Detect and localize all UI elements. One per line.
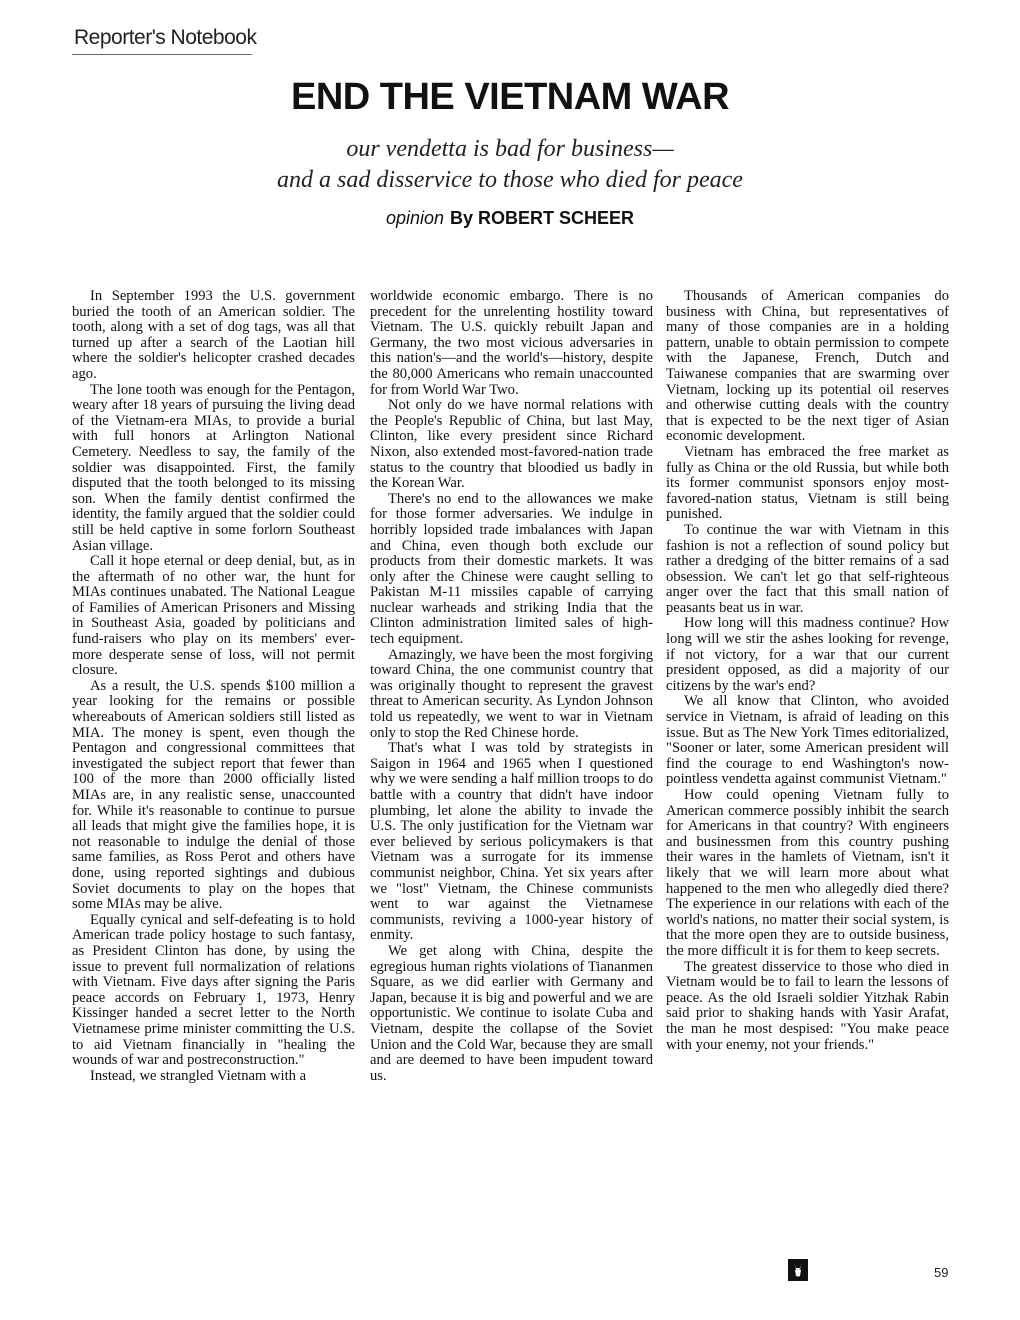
paragraph: Not only do we have normal relations with the People's Republic of China, but last May, Clinton, like every president since Richard Nixon, also extended most-favored-nation trade status to the country that bloodied us badly in the Korean War. xyxy=(370,397,653,492)
article-body xyxy=(72,289,952,1279)
paragraph: Call it hope eternal or deep denial, but, as in the aftermath of no other war, the hunt for MIAs continues unabated. The National League of Families of American Prisoners and Missing in Southeast Asia, goaded by politicians and fund-raisers who play on its members' ever-more desperate sense of loss, will not permit closure. xyxy=(72,553,355,679)
paragraph: How long will this madness continue? How long will we stir the ashes looking for revenge, if not victory, for a war that our current president opposed, as did a majority of our citizens by the war's end? xyxy=(666,615,949,694)
section-label: Reporter's Notebook xyxy=(74,26,257,49)
dek-line-1: our vendetta is bad for business— xyxy=(346,136,674,162)
byline-opinion: opinion xyxy=(385,208,445,228)
paragraph: There's no end to the allowances we make for those former adversaries. We indulge in horribly lopsided trade imbalances with Japan and China, even though both exclude our products from their domestic markets. It was only after the Chinese were caught selling to Pakistan M-11 missiles capable of carrying nuclear warheads and striking India that the Clinton administration limited sales of high-tech equipment. xyxy=(370,490,653,648)
headline: END THE VIETNAM WAR xyxy=(290,76,730,118)
byline-author: By ROBERT SCHEER xyxy=(450,208,635,228)
paragraph: Instead, we strangled Vietnam with a xyxy=(90,1067,307,1084)
paragraph: In September 1993 the U.S. government buried the tooth of an American soldier. The tooth, along with a set of dog tags, was all that turned up after a search of the Laotian hill where the soldier's helicopter crashed decades ago. xyxy=(72,288,355,382)
column-3 xyxy=(666,289,949,1053)
section-rule xyxy=(72,54,252,55)
paragraph: We get along with China, despite the egregious human rights violations of Tiananmen Square, as we did earlier with Germany and Japan, because it is big and powerful and we are opportunistic. We continue to isolate Cuba and Vietnam, despite the collapse of the Soviet Union and the Cold War, because they are small and are deemed to have been impudent toward us. xyxy=(370,942,653,1084)
column-1 xyxy=(72,289,355,1084)
paragraph: To continue the war with Vietnam in this fashion is not a reflection of sound policy but rather a dredging of the bitter remains of a sad obsession. We can't let go that self-righteous anger over the fact that this small nation of peasants beat us in war. xyxy=(666,521,949,616)
paragraph: The greatest disservice to those who died in Vietnam would be to fail to learn the lessons of peace. As the old Israeli soldier Yitzhak Rabin said prior to shaking hands with Yasir Arafat, the man he most despised: "You make peace with your enemy, not your friends." xyxy=(666,958,949,1053)
byline xyxy=(0,208,1020,229)
page-number: 59 xyxy=(934,1265,949,1280)
dek xyxy=(0,134,1020,196)
rabbit-head-end-mark-icon xyxy=(788,1259,808,1281)
paragraph: Equally cynical and self-defeating is to hold American trade policy hostage to such fantasy, as President Clinton has done, by using the issue to prevent full normalization of relations with Vietnam. Five days after signing the Paris peace accords on February 1, 1973, Henry Kissinger handed a secret letter to the North Vietnamese prime minister committing the U.S. to aid Vietnam financially in "healing the wounds of war and postreconstruction." xyxy=(72,911,355,1069)
paragraph: That's what I was told by strategists in Saigon in 1964 and 1965 when I questioned why we were sending a half million troops to do battle with a country that didn't have indoor plumbing, let alone the ability to invade the U.S. The only justification for the Vietnam war ever believed by serious policymakers is that Vietnam was a surrogate for its immense communist neighbor, China. Yet six years after we "lost" Vietnam, the Chinese communists went to war against the Vietnamese communists, reviving a 1000-year history of enmity. xyxy=(370,740,653,944)
paragraph: How could opening Vietnam fully to American commerce possibly inhibit the search for Americans in that country? With engineers and businessmen from this country pushing their wares in the hamlets of Vietnam, isn't it likely that we will learn more about what happened to the men who allegedly died there? The experience in our relations with each of the world's nations, no matter their social system, is that the more open they are to outside business, the more difficult it is for them to keep secrets. xyxy=(666,787,949,959)
paragraph: Thousands of American companies do business with China, but representatives of many of those companies are in a holding pattern, unable to obtain permission to compete with the Japanese, French, Dutch and Taiwanese companies that are swarming over Vietnam, locking up its potential oil reserves and otherwise cutting deals with the country that is expected to be the next tiger of Asian economic development. xyxy=(666,288,949,445)
column-2 xyxy=(370,289,653,1084)
paragraph: Vietnam has embraced the free market as fully as China or the old Russia, but while both its former communist sponsors enjoy most-favored-nation status, Vietnam is still being punished. xyxy=(666,443,949,523)
dek-line-2: and a sad disservice to those who died for peace xyxy=(277,167,743,193)
paragraph: Amazingly, we have been the most forgiving toward China, the one communist country that was originally thought to represent the gravest threat to American security. As Lyndon Johnson told us repeatedly, we went to war in Vietnam only to stop the Red Chinese horde. xyxy=(370,646,653,741)
paragraph: worldwide economic embargo. There is no precedent for the unrelenting hostility toward Vietnam. The U.S. quickly rebuilt Japan and Germany, the two most vicious adversaries in this nation's—and the world's—history, despite the 80,000 Americans who remain unaccounted for from World War Two. xyxy=(370,288,653,398)
paragraph: As a result, the U.S. spends $100 million a year looking for the remains or possible whereabouts of American soldiers still listed as MIA. The money is spent, even though the Pentagon and congressional committees that investigated the subject report that fewer than 100 of the more than 2000 officially listed MIAs are, in any realistic sense, unaccounted for. While it's reasonable to continue to pursue all leads that might give the families hope, it is not reasonable to indulge the denial of those same families, as Ross Perot and others have done, using reported sightings and dubious Soviet documents to play on the hopes that some MIAs may be alive. xyxy=(72,677,355,913)
paragraph: The lone tooth was enough for the Pentagon, weary after 18 years of pursuing the living dead of the Vietnam-era MIAs, to provide a burial with full honors at Arlington National Cemetery. Needless to say, the family of the soldier was disappointed. First, the family disputed that the tooth belonged to its missing son. When the family dentist confirmed the identity, the family argued that the soldier could still be held captive in some forlorn Southeast Asian village. xyxy=(72,381,355,554)
paragraph: We all know that Clinton, who avoided service in Vietnam, is afraid of leading on this issue. But as The New York Times editorialized, "Sooner or later, some American president will find the courage to end Washington's now-pointless vendetta against communist Vietnam." xyxy=(666,693,949,788)
